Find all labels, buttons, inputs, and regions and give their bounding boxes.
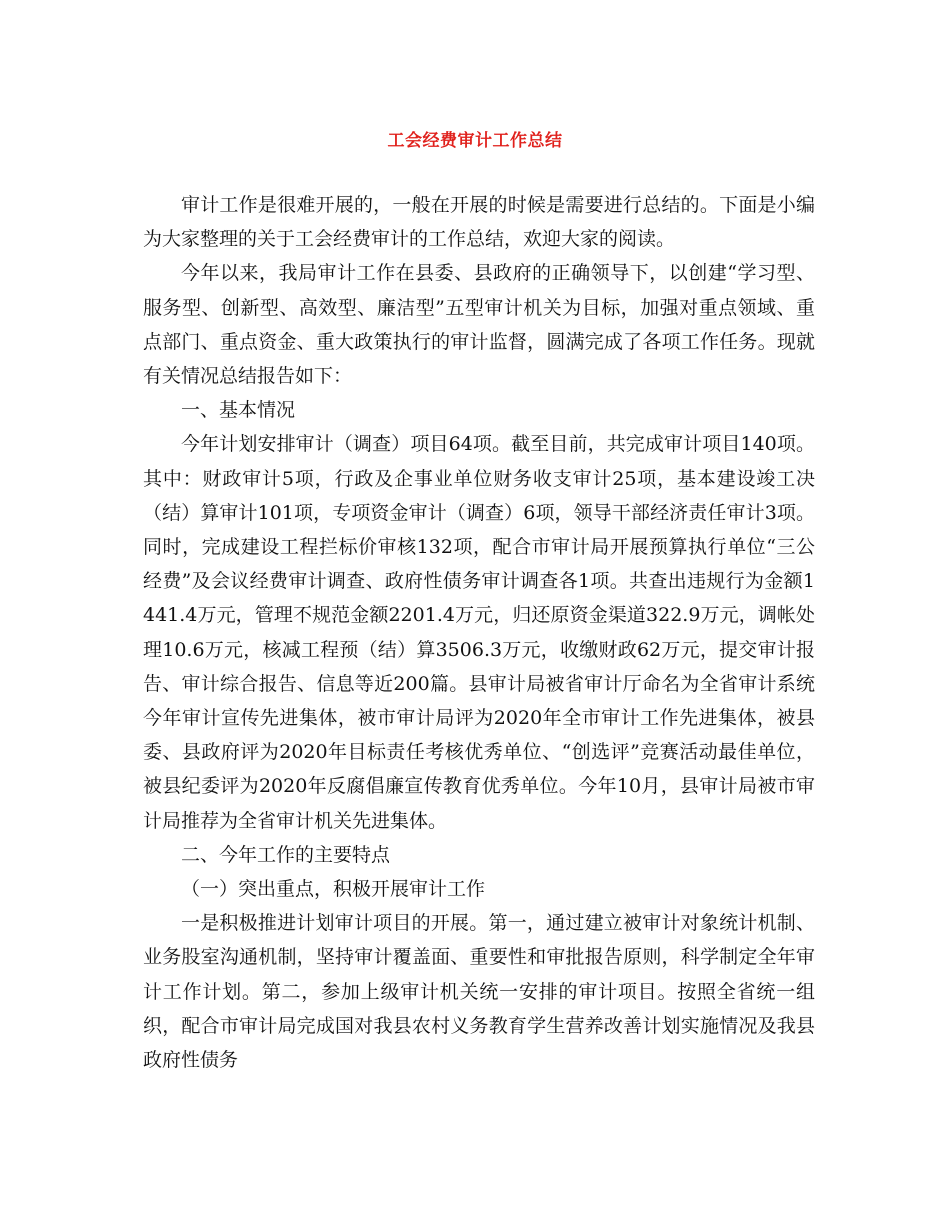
section-heading-basic-situation: 一、基本情况 bbox=[181, 399, 296, 422]
subsection-heading-1: （一）突出重点，积极开展审计工作 bbox=[181, 878, 486, 901]
paragraph-plan-projects: 一是积极推进计划审计项目的开展。第一，通过建立被审计对象统计机制、业务股室沟通机制，坚持审计覆盖面、重要性和审批报告原则，科学制定全年审计工作计划。第二，参加上级审计机关统一安排的审计项目。按照全省统一组织，配合市审计局完成国对我县农村义务教育学生营养改善计划实施情况及我县政府性债务 bbox=[143, 912, 815, 1072]
document-title: 工会经费审计工作总结 bbox=[387, 131, 563, 151]
paragraph-basic-situation: 今年计划安排审计（调查）项目64项。截至目前，共完成审计项目140项。其中：财政审计5项，行政及企事业单位财务收支审计25项，基本建设竣工决（结）算审计101项，专项资金审计（调查）6项，领导干部经济责任审计3项。同时，完成建设工程拦标价审核132项，配合市审计局开展预算执行单位“三公经费”及会议经费审计调查、政府性债务审计调查各1项。共查出违规行为金额1441.4万元，管理不规范金额2201.4万元，归还原资金渠道322.9万元，调帐处理10.6万元，核减工程预（结）算3506.3万元，收缴财政62万元，提交审计报告、审计综合报告、信息等近200篇。县审计局被省审计厅命名为全省审计系统今年审计宣传先进集体，被市审计局评为2020年全市审计工作先进集体，被县委、县政府评为2020年目标责任考核优秀单位、“创选评”竞赛活动最佳单位，被县纪委评为2020年反腐倡廉宣传教育优秀单位。今年10月，县审计局被市审计局推荐为全省审计机关先进集体。 bbox=[143, 433, 815, 832]
paragraph-intro: 审计工作是很难开展的，一般在开展的时候是需要进行总结的。下面是小编为大家整理的关于工会经费审计的工作总结，欢迎大家的阅读。 bbox=[143, 194, 815, 251]
section-heading-main-features: 二、今年工作的主要特点 bbox=[181, 843, 391, 866]
document-body bbox=[143, 188, 815, 1077]
paragraph-overview: 今年以来，我局审计工作在县委、县政府的正确领导下，以创建“学习型、服务型、创新型、高效型、廉洁型”五型审计机关为目标，加强对重点领域、重点部门、重点资金、重大政策执行的审计监督，圆满完成了各项工作任务。现就有关情况总结报告如下： bbox=[143, 262, 815, 388]
